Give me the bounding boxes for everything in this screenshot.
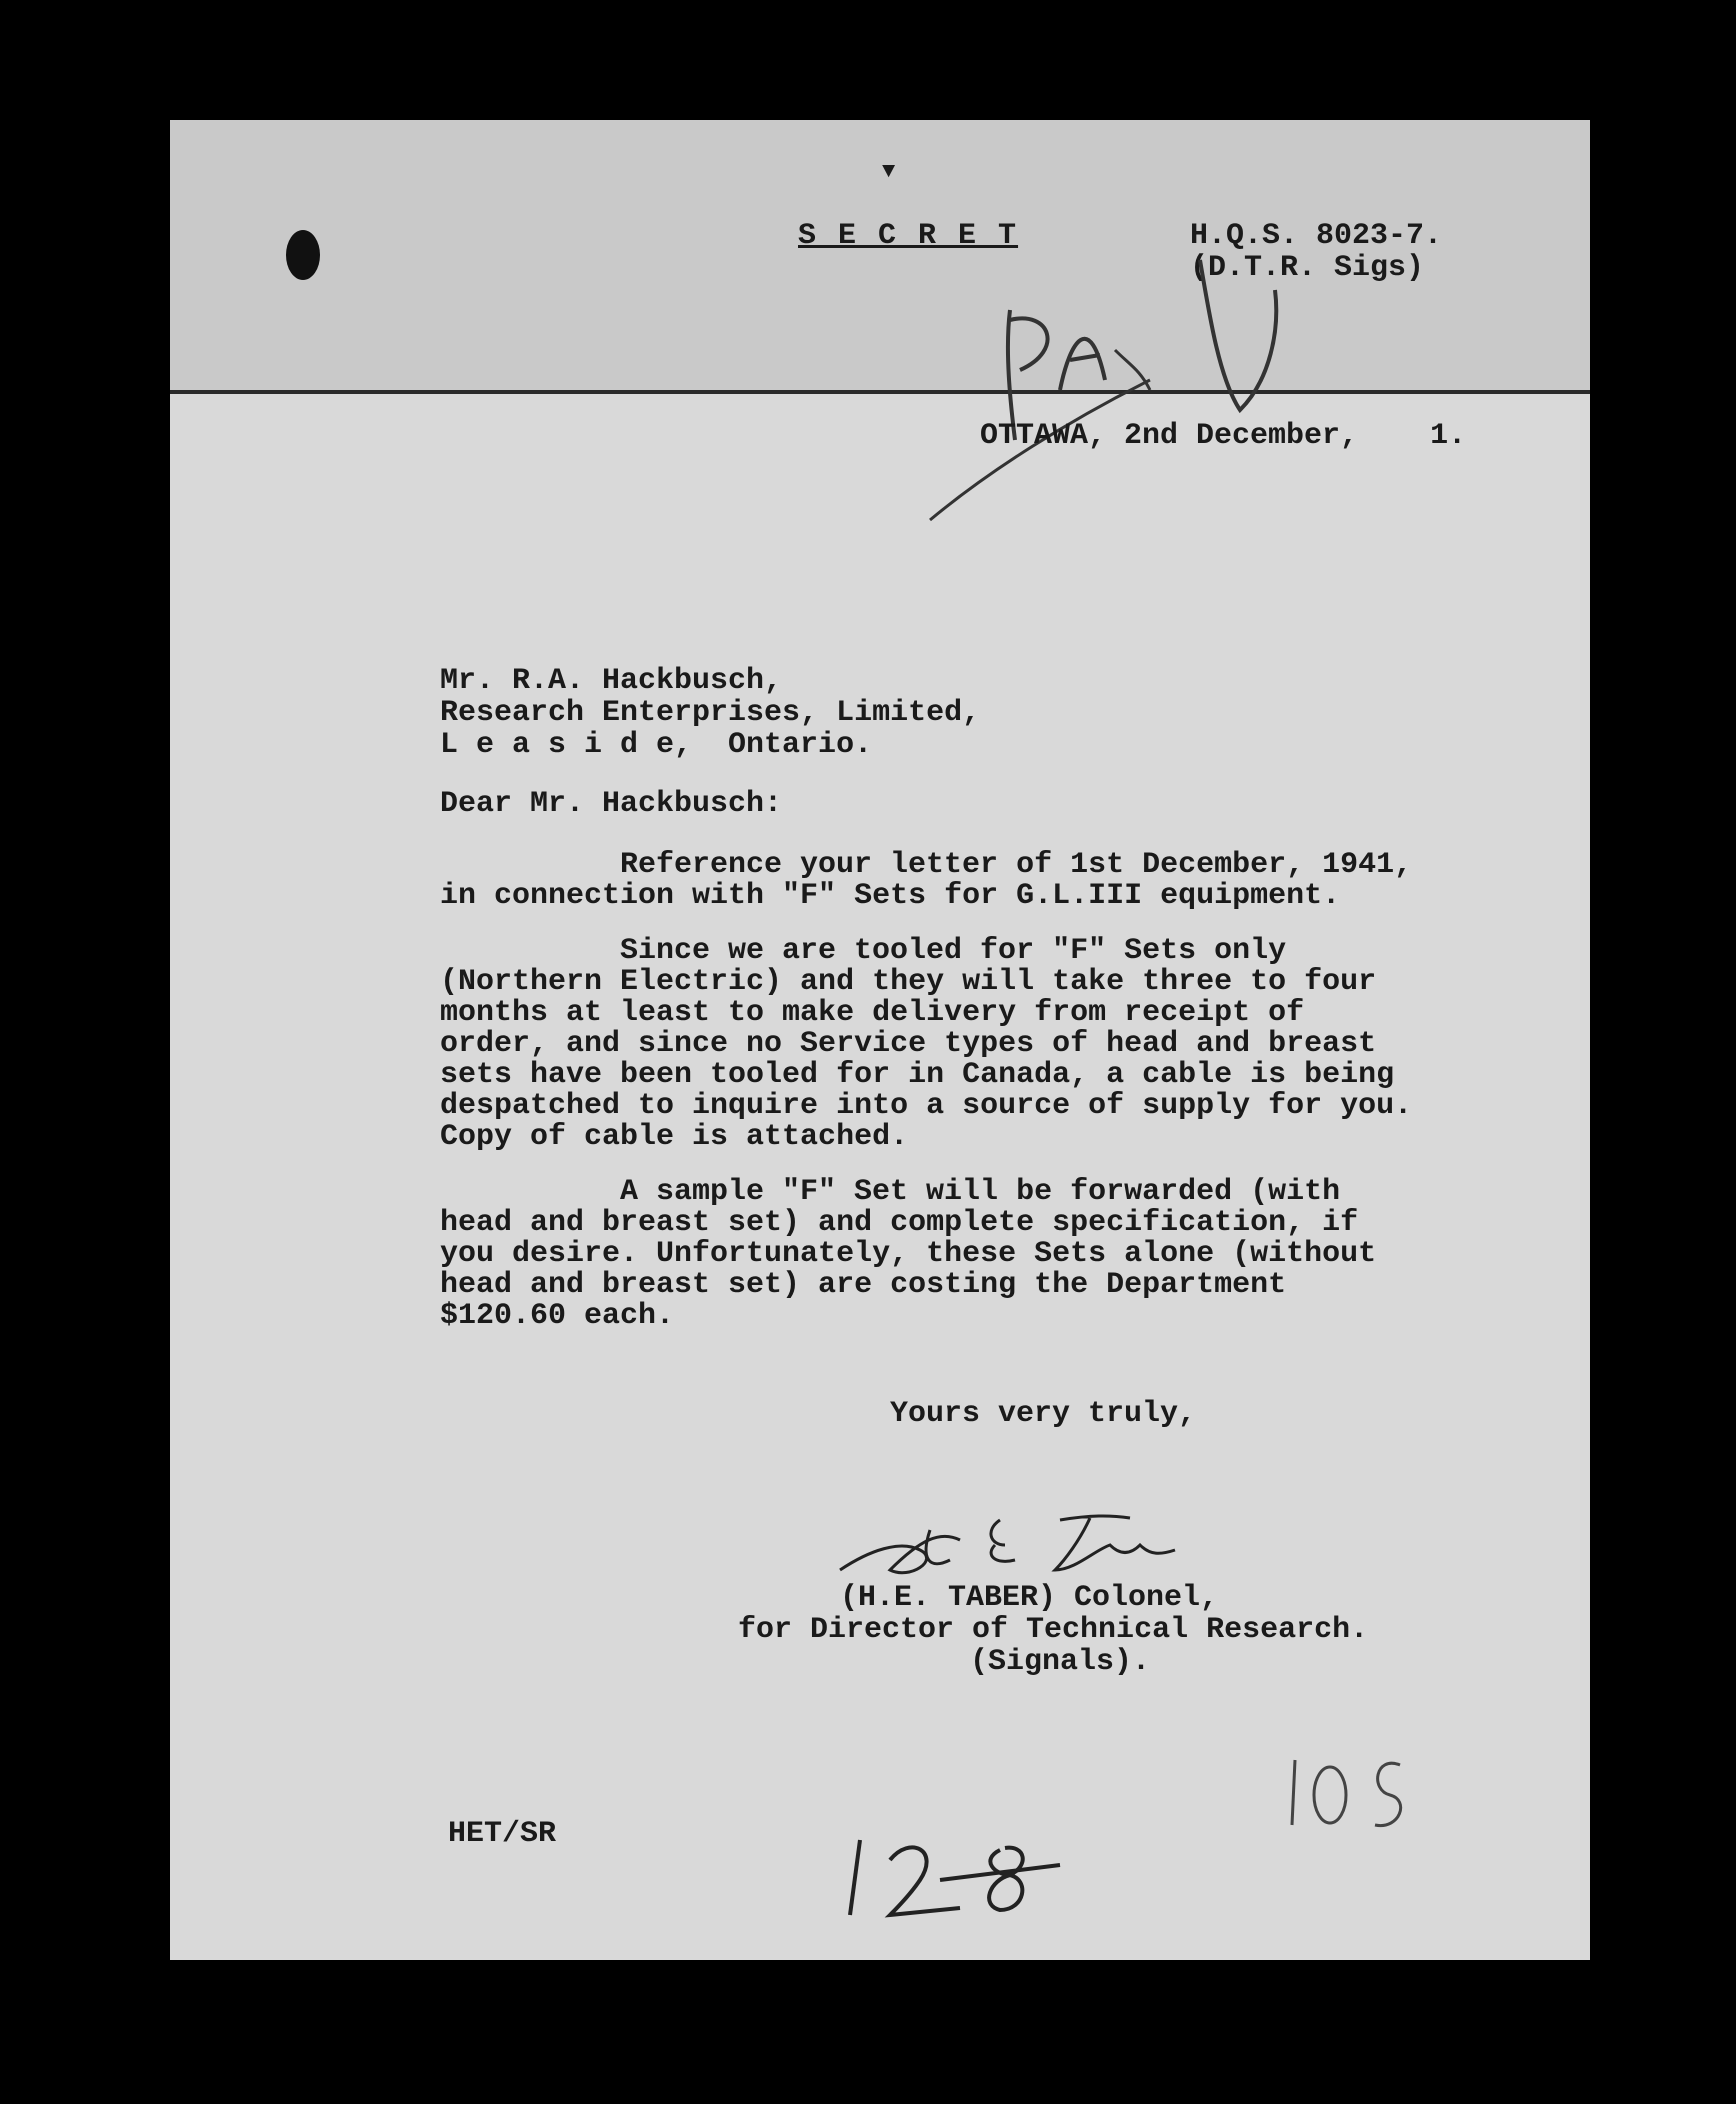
dateline: OTTAWA, 2nd December, 1. xyxy=(980,419,1467,453)
paragraph: Reference your letter of 1st December, 1941, in connection with "F" Sets for G.L.III equipment. xyxy=(440,848,1413,913)
letter-body xyxy=(440,850,1420,1356)
file-reference: H.Q.S. 8023-7. xyxy=(1190,219,1443,253)
handwritten-number-b xyxy=(950,1880,951,1881)
paragraph: Since we are tooled for "F" Sets only (Northern Electric) and they will take three to four months at least to make delivery from receipt of order, and since no Service types of head and breast sets have been tooled for in Canada, a cable is being despatched to inquire into a source of supply for you. Copy of cable is attached. xyxy=(440,934,1413,1154)
signatory-branch: (Signals). xyxy=(970,1645,1151,1679)
document-page xyxy=(170,120,1590,1960)
addressee-name: Mr. R.A. Hackbusch, xyxy=(440,664,783,698)
punch-hole xyxy=(286,230,320,280)
header-mark: ▼ xyxy=(882,159,896,184)
addressee-location: L e a s i d e, Ontario. xyxy=(440,728,873,762)
handwritten-top-mark xyxy=(1010,310,1011,311)
salutation: Dear Mr. Hackbusch: xyxy=(440,787,783,821)
addressee-company: Research Enterprises, Limited, xyxy=(440,696,981,730)
handwritten-number-a xyxy=(1350,1780,1351,1781)
signature xyxy=(830,1500,1190,1590)
handwritten-number-128 xyxy=(830,1820,1090,1930)
classification-heading: S E C R E T xyxy=(798,219,1019,253)
closing: Yours very truly, xyxy=(890,1397,1197,1431)
handwritten-initials-mark xyxy=(770,240,1290,540)
paragraph: A sample "F" Set will be forwarded (with head and breast set) and complete specification, if you desire. Unfortunately, these Sets alone (without head and breast set) are costing the Department $120.60 each. xyxy=(440,1175,1377,1333)
signatory-name: (H.E. TABER) Colonel, xyxy=(840,1581,1219,1615)
signature-text xyxy=(990,1540,991,1541)
signatory-title: for Director of Technical Research. xyxy=(738,1613,1369,1647)
handwritten-number-105 xyxy=(1280,1740,1430,1840)
file-reference-sub: (D.T.R. Sigs) xyxy=(1190,251,1425,285)
typist-initials: HET/SR xyxy=(448,1817,557,1851)
